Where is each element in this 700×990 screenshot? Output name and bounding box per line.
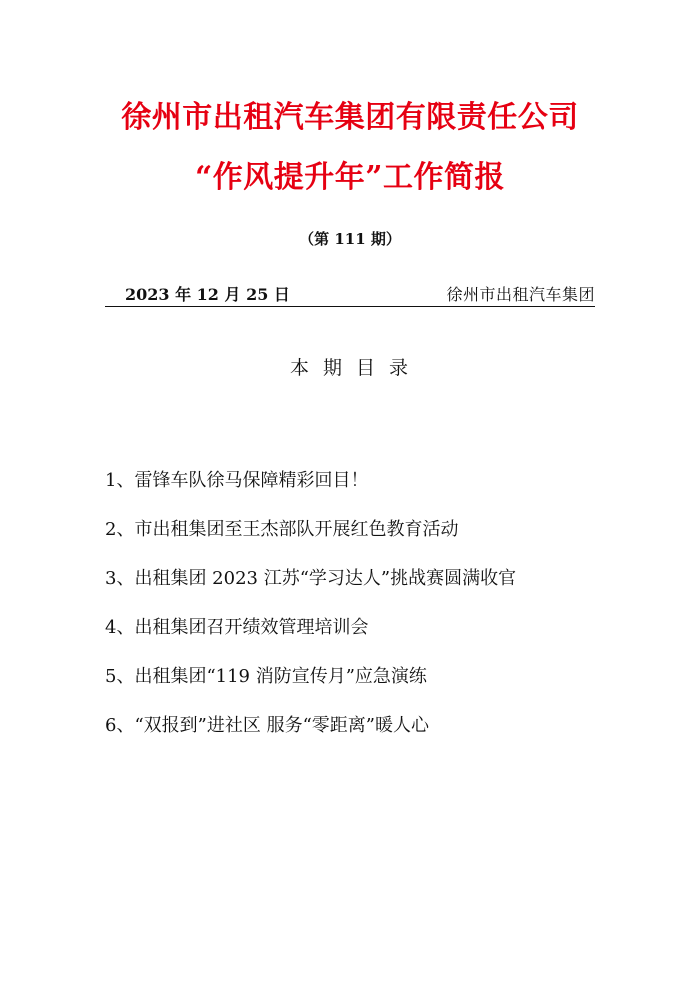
report-title-org: 徐州市出租汽车集团有限责任公司 <box>121 100 579 135</box>
report-title-name: “作风提升年”工作简报 <box>194 160 505 195</box>
toc-list <box>105 466 605 760</box>
toc-item-6: 6、“双报到”进社区 服务“零距离”暖人心 <box>105 715 429 736</box>
toc-item-2: 2、市出租集团至王杰部队开展红色教育活动 <box>105 519 459 540</box>
toc-heading: 本期目录 <box>289 357 422 379</box>
toc-item-1: 1、雷锋车队徐马保障精彩回目！ <box>105 470 369 491</box>
toc-item-3: 3、出租集团 2023 江苏“学习达人”挑战赛圆满收官 <box>105 568 517 589</box>
toc-item-4: 4、出租集团召开绩效管理培训会 <box>105 617 369 638</box>
dateline <box>105 282 595 307</box>
toc-item-5: 5、出租集团“119 消防宣传月”应急演练 <box>105 666 427 687</box>
publisher-name: 徐州市出租汽车集团 <box>446 285 595 304</box>
publish-date: 2023 年 12 月 25 日 <box>125 285 290 304</box>
issue-number: （第 111 期） <box>299 230 401 248</box>
